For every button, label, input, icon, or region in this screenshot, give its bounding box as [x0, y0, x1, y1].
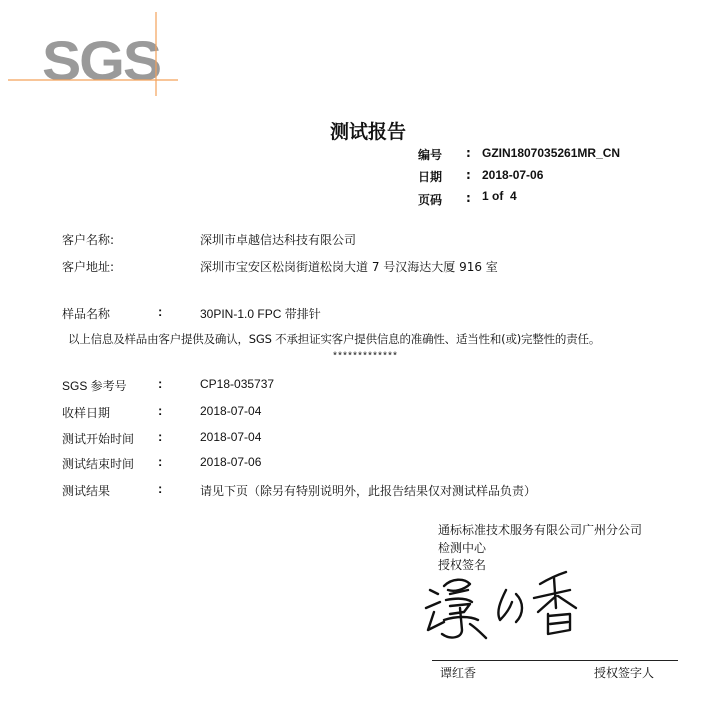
date-label: 日期 [418, 170, 443, 184]
client-name-value: 深圳市卓越信达科技有限公司 [200, 233, 357, 247]
sgs-logo [0, 10, 200, 100]
separator-stars: ************* [332, 352, 398, 363]
detail-label-test-end: 测试结束时间 [62, 457, 135, 471]
client-name-label: 客户名称: [62, 233, 115, 247]
svg-text:SGS: SGS [42, 29, 161, 92]
detail-colon-result: : [158, 481, 163, 496]
date-colon: : [466, 168, 471, 182]
handwritten-signature [420, 568, 590, 660]
client-address-value: 深圳市宝安区松岗街道松岗大道 7 号汉海达大厦 916 室 [200, 260, 498, 274]
detail-value-ref: CP18-035737 [200, 377, 275, 391]
signature-line [432, 660, 678, 661]
detail-label-result: 测试结果 [62, 484, 111, 498]
signer-title: 授权签字人 [594, 666, 655, 680]
detail-label-receive-date: 收样日期 [62, 406, 111, 420]
issuer-sign-label: 授权签名 [438, 558, 487, 572]
sample-label: 样品名称 [62, 307, 111, 321]
client-address-label: 客户地址: [62, 260, 115, 274]
sample-value: 30PIN-1.0 FPC 带排针 [200, 307, 321, 321]
disclaimer-text: 以上信息及样品由客户提供及确认，SGS 不承担证实客户提供信息的准确性、适当性和(或)完整性的责任。 [68, 332, 601, 346]
page-label: 页码 [418, 193, 443, 207]
report-no-colon: : [466, 146, 471, 160]
issuer-org: 通标标准技术服务有限公司广州分公司 [438, 523, 643, 537]
report-title: 测试报告 [330, 121, 407, 143]
detail-label-ref: SGS 参考号 [62, 379, 127, 393]
date-value: 2018-07-06 [482, 168, 544, 182]
detail-colon-ref: : [158, 376, 163, 391]
report-no-label: 编号 [418, 148, 443, 162]
page-value: 1 of 4 [482, 189, 517, 203]
detail-value-test-start: 2018-07-04 [200, 430, 262, 444]
issuer-center: 检测中心 [438, 541, 487, 555]
sample-colon: : [158, 304, 163, 319]
detail-value-result: 请见下页（除另有特别说明外，此报告结果仅对测试样品负责） [200, 484, 537, 498]
detail-value-receive-date: 2018-07-04 [200, 404, 262, 418]
detail-colon-receive-date: : [158, 403, 163, 418]
detail-colon-test-start: : [158, 429, 163, 444]
signer-name: 谭红香 [440, 666, 477, 680]
detail-value-test-end: 2018-07-06 [200, 455, 262, 469]
page-colon: : [466, 191, 471, 205]
report-no-value: GZIN1807035261MR_CN [482, 146, 621, 160]
detail-colon-test-end: : [158, 454, 163, 469]
detail-label-test-start: 测试开始时间 [62, 432, 135, 446]
